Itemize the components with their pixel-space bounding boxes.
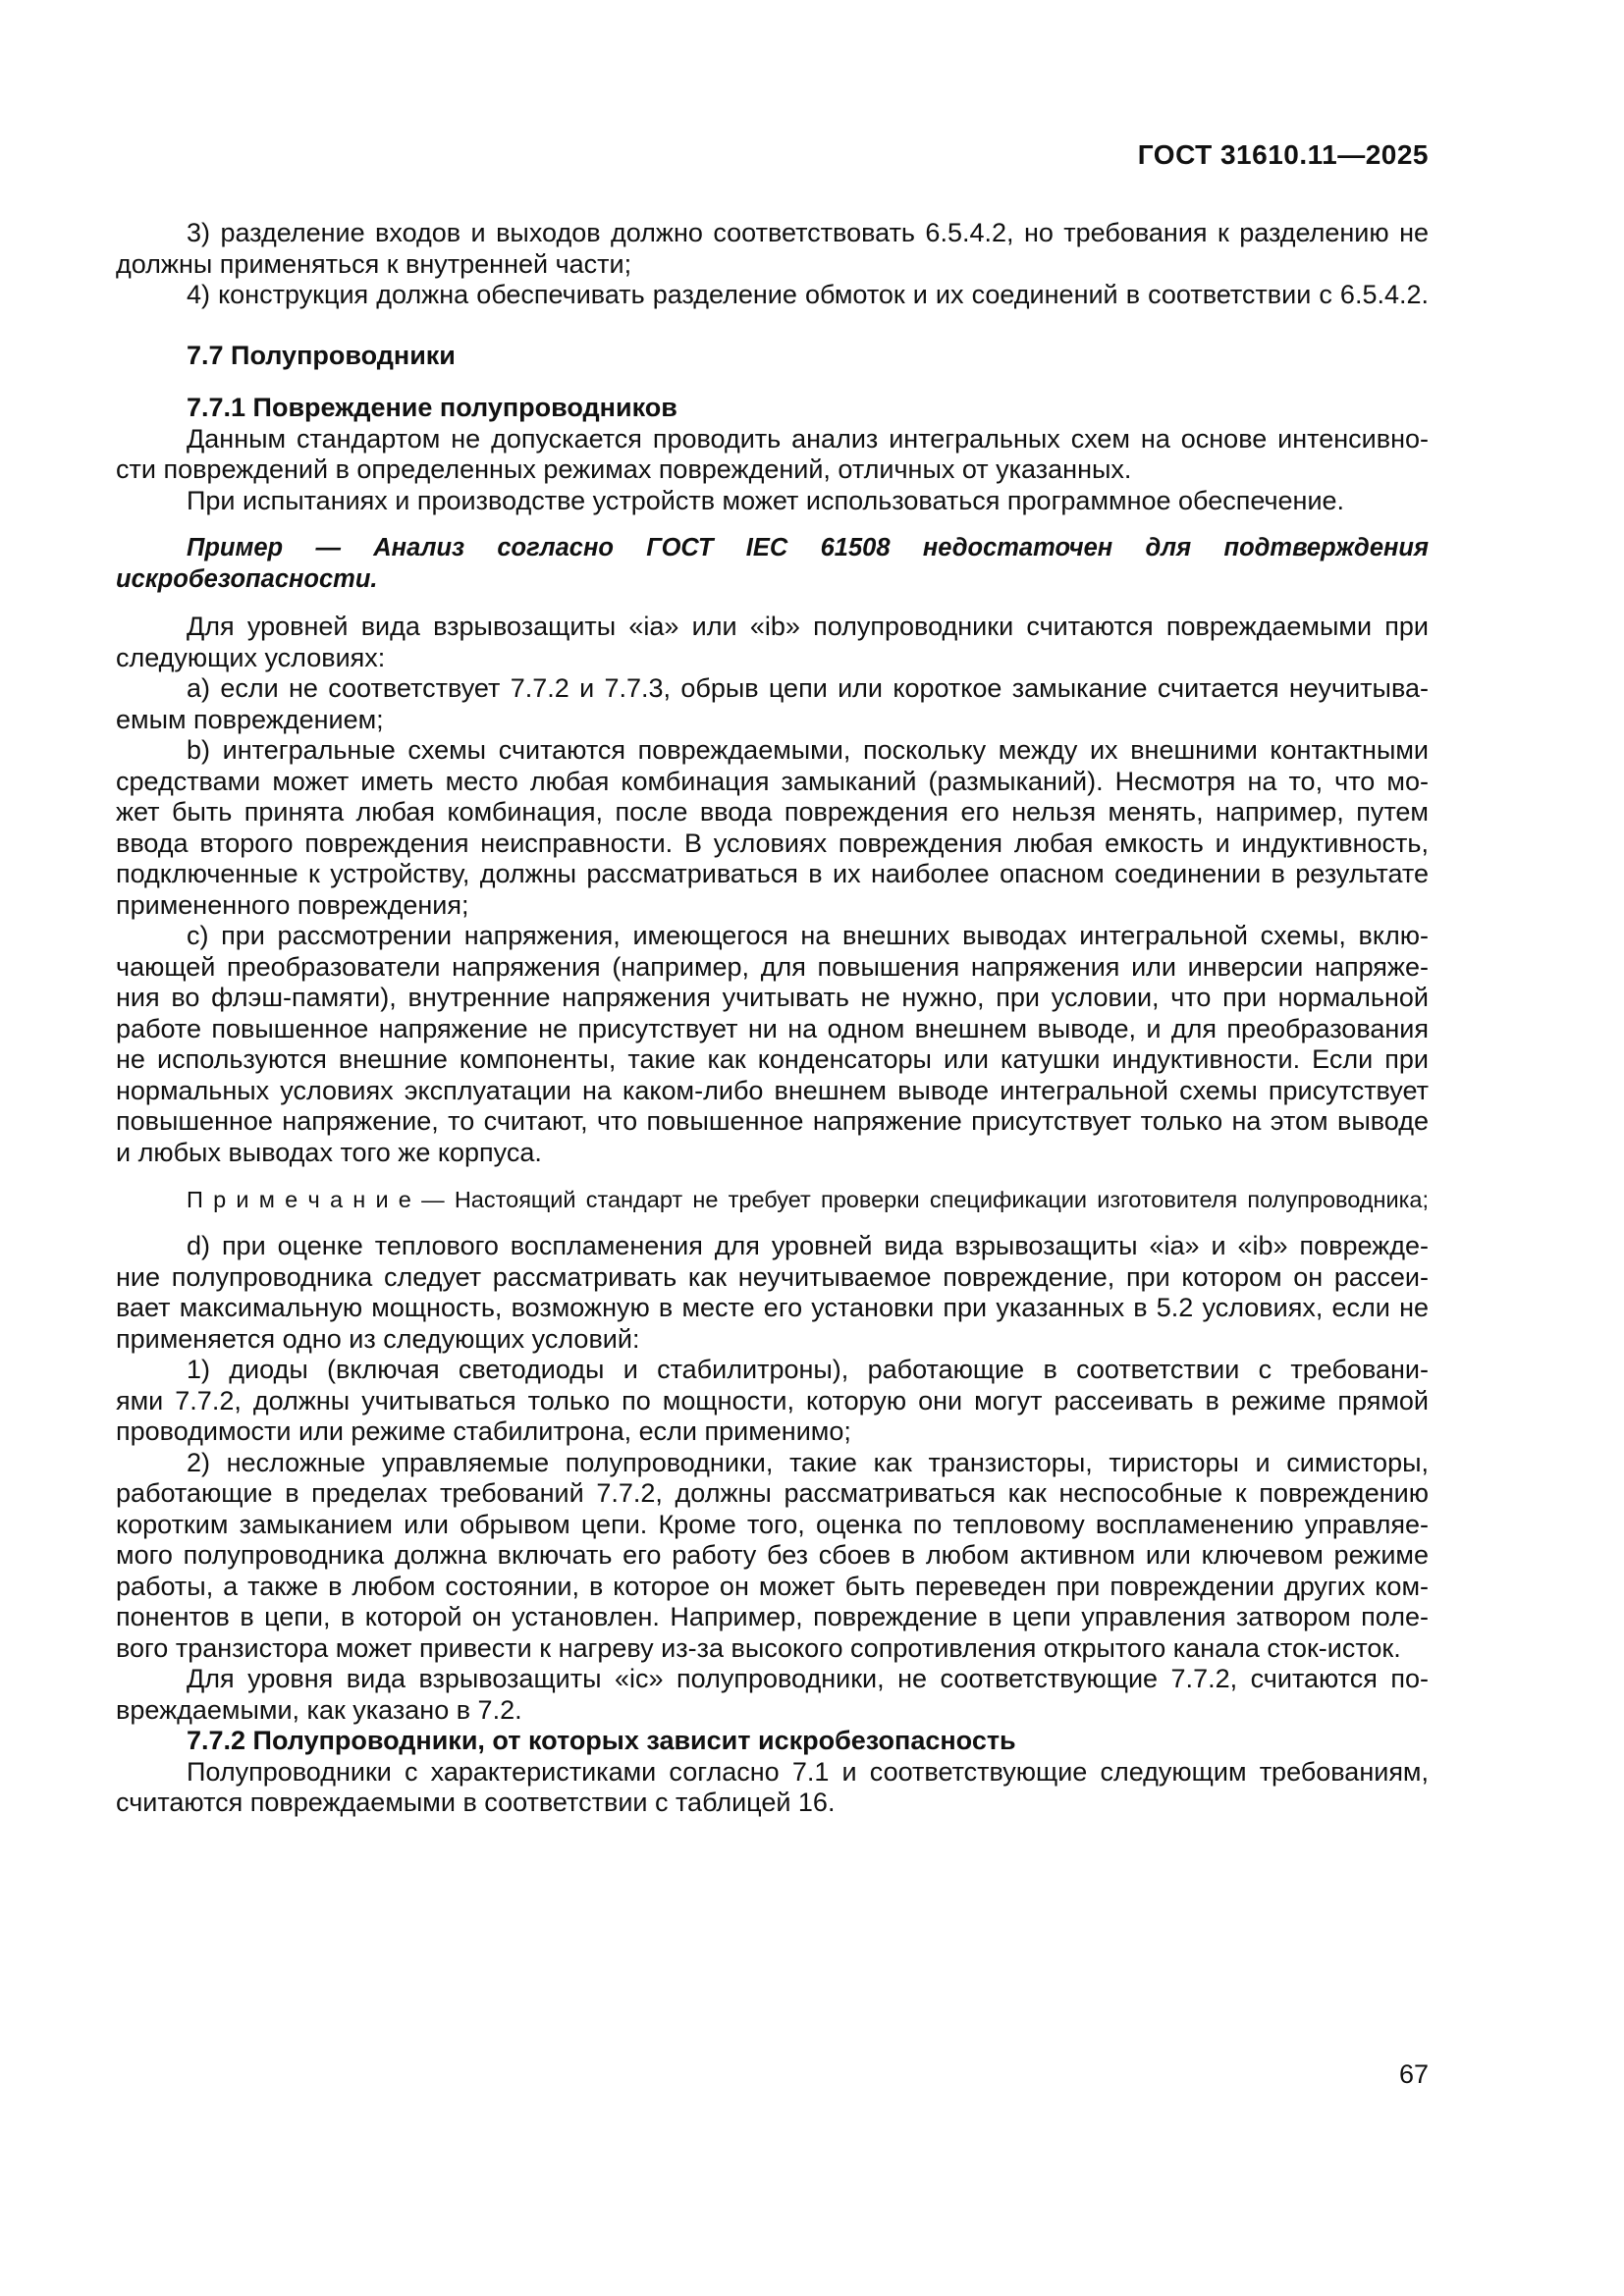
text-line: применяется одно из следующих условий: bbox=[116, 1323, 640, 1354]
text-line: не используются внешние компоненты, такие как конденсаторы или катушки индуктивности. Если при bbox=[116, 1044, 1429, 1074]
section-heading bbox=[116, 341, 1429, 372]
paragraph bbox=[116, 735, 1429, 921]
text-line: При испытаниях и производстве устройств может использоваться программное обеспечение. bbox=[187, 485, 1345, 515]
text-line: повышенное напряжение, то считают, что повышенное напряжение присутствует только на этом выводе bbox=[116, 1106, 1429, 1136]
paragraph bbox=[116, 424, 1429, 486]
text-line: 2) несложные управляемые полупроводники, такие как транзисторы, тиристоры и симисторы, bbox=[187, 1447, 1429, 1477]
paragraph bbox=[116, 1757, 1429, 1819]
text-line: должны применяться к внутренней части; bbox=[116, 248, 632, 279]
text-line: следующих условиях: bbox=[116, 642, 386, 672]
text-line: вого транзистора может привести к нагреву из-за высокого сопротивления открытого канала сток-исток. bbox=[116, 1632, 1401, 1663]
example-text bbox=[116, 533, 1429, 595]
paragraph bbox=[116, 280, 1429, 311]
text-line: ния во флэш-памяти), внутренние напряжения учитывать не нужно, при условии, что при нормальной bbox=[116, 983, 1429, 1012]
text-line: чающей преобразователи напряжения (например, для повышения напряжения или инверсии напряже- bbox=[116, 951, 1429, 982]
standard-number-header: ГОСТ 31610.11—2025 bbox=[1137, 139, 1429, 170]
text-line: примененного повреждения; bbox=[116, 889, 469, 920]
subsection-heading bbox=[116, 393, 1429, 424]
text-line: средствами может иметь место любая комбинация замыканий (размыканий). Несмотря на то, что мо- bbox=[116, 766, 1429, 796]
text-line: работающие в пределах требований 7.7.2, должны рассматриваться как неспособные к повреждению bbox=[116, 1478, 1429, 1508]
text-line: считаются повреждаемыми в соответствии с таблицей 16. bbox=[116, 1788, 836, 1817]
paragraph bbox=[116, 921, 1429, 1168]
text-line: 4) конструкция должна обеспечивать разделение обмоток и их соединений в соответствии с 6.5.4.2. bbox=[187, 280, 1429, 309]
paragraph bbox=[116, 1664, 1429, 1726]
paragraph bbox=[116, 1231, 1429, 1355]
text-line: a) если не соответствует 7.7.2 и 7.7.3, обрыв цепи или короткое замыкание считается неучитыва- bbox=[187, 673, 1429, 703]
paragraph bbox=[116, 1355, 1429, 1448]
text-line: вреждаемыми, как указано в 7.2. bbox=[116, 1694, 522, 1725]
text-line: нормальных условиях эксплуатации на каком-либо внешнем выводе интегральной схемы присутствует bbox=[116, 1075, 1429, 1105]
paragraph bbox=[116, 612, 1429, 673]
text-line: Данным стандартом не допускается проводить анализ интегральных схем на основе интенсивно- bbox=[187, 423, 1429, 454]
text-line: Для уровней вида взрывозащиты «ia» или «ib» полупроводники считаются повреждаемыми при bbox=[187, 612, 1429, 641]
text-line: емым повреждением; bbox=[116, 704, 384, 734]
page-number: 67 bbox=[1398, 2059, 1429, 2089]
paragraph bbox=[116, 486, 1429, 517]
text-line: коротким замыканием или обрывом цепи. Кроме того, оценка по тепловому воспламенению управляе- bbox=[116, 1509, 1429, 1539]
text-line: 3) разделение входов и выходов должно соответствовать 6.5.4.2, но требования к разделению не bbox=[187, 218, 1429, 247]
text-line: ние полупроводника следует рассматривать как неучитываемое повреждение, при котором он рассеи- bbox=[116, 1261, 1429, 1292]
text-line: 7.7.1 Повреждение полупроводников bbox=[187, 393, 677, 422]
text-line: работе повышенное напряжение не присутствует ни на одном внешнем выводе, и для преобразования bbox=[116, 1013, 1429, 1043]
text-line: и любых выводах того же корпуса. bbox=[116, 1137, 542, 1167]
text-line: Полупроводники с характеристиками согласно 7.1 и соответствующие следующим требованиям, bbox=[187, 1756, 1429, 1787]
note-text bbox=[116, 1185, 1429, 1214]
text-line: работы, а также в любом состоянии, в которое он может быть переведен при повреждении других ком- bbox=[116, 1571, 1429, 1601]
text-line: b) интегральные схемы считаются повреждаемыми, поскольку между их внешними контактными bbox=[187, 735, 1429, 765]
text-line: сти повреждений в определенных режимах повреждений, отличных от указанных. bbox=[116, 454, 1132, 484]
text-line: Для уровня вида взрывозащиты «ic» полупроводники, не соответствующие 7.7.2, считаются по- bbox=[187, 1664, 1429, 1693]
paragraph bbox=[116, 673, 1429, 735]
paragraph bbox=[116, 1448, 1429, 1665]
document-content bbox=[116, 139, 1429, 1819]
text-line: жет быть принята любая комбинация, после ввода повреждения его нельзя менять, например, путем bbox=[116, 797, 1429, 827]
paragraph bbox=[116, 218, 1429, 280]
text-line: подключенные к устройству, должны рассматриваться в их наиболее опасном соединении в результате bbox=[116, 859, 1429, 888]
text-line: 7.7.2 Полупроводники, от которых зависит искробезопасность bbox=[187, 1726, 1016, 1755]
text-line: мого полупроводника должна включать его работу без сбоев в любом активном или ключевом режиме bbox=[116, 1540, 1429, 1570]
text-line: ввода второго повреждения неисправности. В условиях повреждения любая емкость и индуктивность, bbox=[116, 828, 1429, 858]
subsection-heading bbox=[116, 1726, 1429, 1757]
text-line: П р и м е ч а н и е — Настоящий стандарт не требует проверки спецификации изготовителя полупроводника; bbox=[187, 1187, 1429, 1212]
text-line: d) при оценке теплового воспламенения для уровней вида взрывозащиты «ia» и «ib» поврежде- bbox=[187, 1231, 1429, 1260]
text-line: 7.7 Полупроводники bbox=[187, 340, 456, 370]
text-line: проводимости или режиме стабилитрона, если применимо; bbox=[116, 1416, 851, 1446]
text-line: Пример — Анализ согласно ГОСТ IEC 61508 недостаточен для подтверждения искробезопасности. bbox=[116, 534, 1429, 593]
text-line: ями 7.7.2, должны учитываться только по мощности, которую они могут рассеивать в режиме прямой bbox=[116, 1385, 1429, 1415]
text-line: вает максимальную мощность, возможную в месте его установки при указанных в 5.2 условиях, если не bbox=[116, 1293, 1429, 1322]
text-line: понентов в цепи, в которой он установлен. Например, повреждение в цепи управления затвором поле- bbox=[116, 1602, 1429, 1631]
text-line: c) при рассмотрении напряжения, имеющегося на внешних выводах интегральной схемы, вклю- bbox=[187, 921, 1429, 950]
text-line: 1) диоды (включая светодиоды и стабилитроны), работающие в соответствии с требовани- bbox=[187, 1355, 1429, 1384]
